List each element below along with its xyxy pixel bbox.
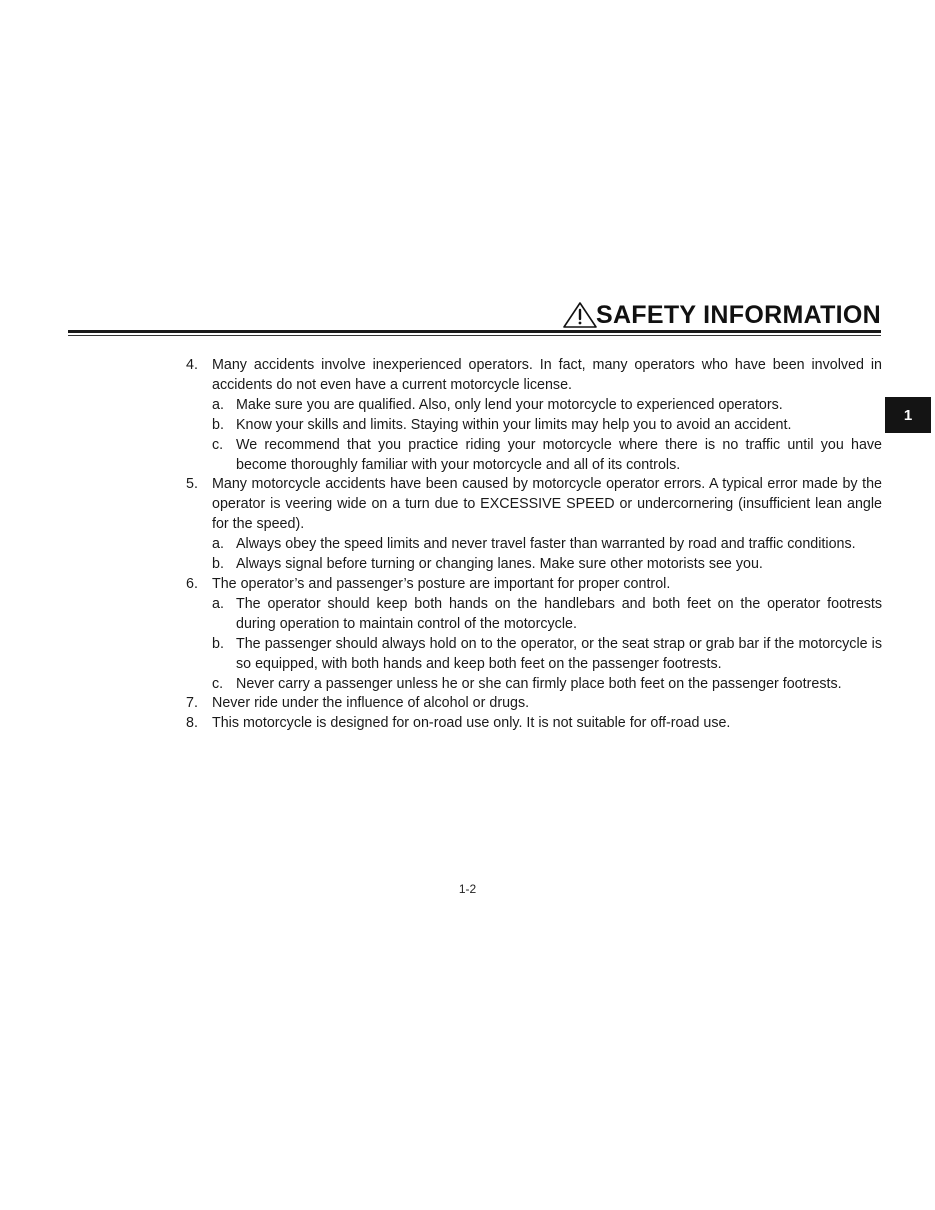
sub-item-letter: c. bbox=[212, 675, 224, 692]
header-rule bbox=[68, 330, 881, 333]
sub-item bbox=[212, 535, 882, 555]
sub-item bbox=[212, 675, 882, 695]
item-text: Many motorcycle accidents have been caused by motorcycle operator errors. A typical error made by the operator is veering wide on a turn due to EXCESSIVE SPEED or undercornering (insufficient lean angle for the speed). bbox=[212, 476, 882, 533]
sub-item-letter: c. bbox=[212, 436, 224, 453]
sub-item bbox=[212, 635, 882, 675]
item-number: 7. bbox=[186, 695, 198, 712]
sub-item bbox=[212, 436, 882, 476]
chapter-tab-label: 1 bbox=[903, 406, 913, 424]
item-text: Never ride under the influence of alcohol or drugs. bbox=[212, 695, 530, 712]
list-item bbox=[186, 694, 882, 714]
sub-item-letter: a. bbox=[212, 396, 224, 413]
item-text: This motorcycle is designed for on-road use only. It is not suitable for off-road use. bbox=[212, 715, 731, 732]
sub-item bbox=[212, 396, 882, 416]
page-number: 1-2 bbox=[458, 882, 477, 896]
chapter-tab bbox=[885, 397, 931, 433]
sub-item-text: We recommend that you practice riding your motorcycle where there is no traffic until you have become thoroughly familiar with your motorcycle and all of its controls. bbox=[236, 436, 882, 473]
list-item bbox=[186, 575, 882, 595]
sub-item bbox=[212, 595, 882, 635]
sub-item-letter: a. bbox=[212, 536, 224, 553]
sub-item-text: The passenger should always hold on to the operator, or the seat strap or grab bar if the motorcycle is so equipped, with both hands and keep both feet on the passenger footrests. bbox=[236, 635, 882, 672]
sub-item-letter: b. bbox=[212, 416, 224, 433]
sub-item-text: The operator should keep both hands on the handlebars and both feet on the operator footrests during operation to maintain control of the motorcycle. bbox=[236, 595, 882, 632]
item-number: 6. bbox=[186, 575, 198, 592]
page-title: SAFETY INFORMATION bbox=[595, 301, 881, 329]
sub-item-text: Know your skills and limits. Staying within your limits may help you to avoid an accident. bbox=[236, 416, 792, 433]
item-text: Many accidents involve inexperienced operators. In fact, many operators who have been involved in accidents do not even have a current motorcycle license. bbox=[212, 357, 882, 393]
safety-list bbox=[186, 356, 882, 734]
header-rule-thin bbox=[68, 335, 881, 336]
sub-item-text: Make sure you are qualified. Also, only lend your motorcycle to experienced operators. bbox=[236, 396, 783, 413]
list-item bbox=[186, 475, 882, 535]
warning-triangle-icon bbox=[562, 301, 598, 329]
sub-item bbox=[212, 555, 882, 575]
item-number: 8. bbox=[186, 715, 198, 732]
item-number: 4. bbox=[186, 357, 198, 373]
list-item bbox=[186, 356, 882, 396]
sub-item-letter: a. bbox=[212, 595, 224, 612]
sub-item-letter: b. bbox=[212, 556, 224, 573]
item-number: 5. bbox=[186, 476, 198, 493]
sub-item bbox=[212, 416, 882, 436]
section-header bbox=[0, 300, 935, 340]
sub-item-text: Never carry a passenger unless he or she can firmly place both feet on the passenger footrests. bbox=[236, 675, 842, 692]
list-item bbox=[186, 714, 882, 734]
sub-item-letter: b. bbox=[212, 635, 224, 652]
sub-item-text: Always signal before turning or changing lanes. Make sure other motorists see you. bbox=[236, 556, 763, 573]
item-text: The operator’s and passenger’s posture are important for proper control. bbox=[212, 575, 671, 592]
sub-item-text: Always obey the speed limits and never travel faster than warranted by road and traffic conditions. bbox=[236, 536, 856, 553]
